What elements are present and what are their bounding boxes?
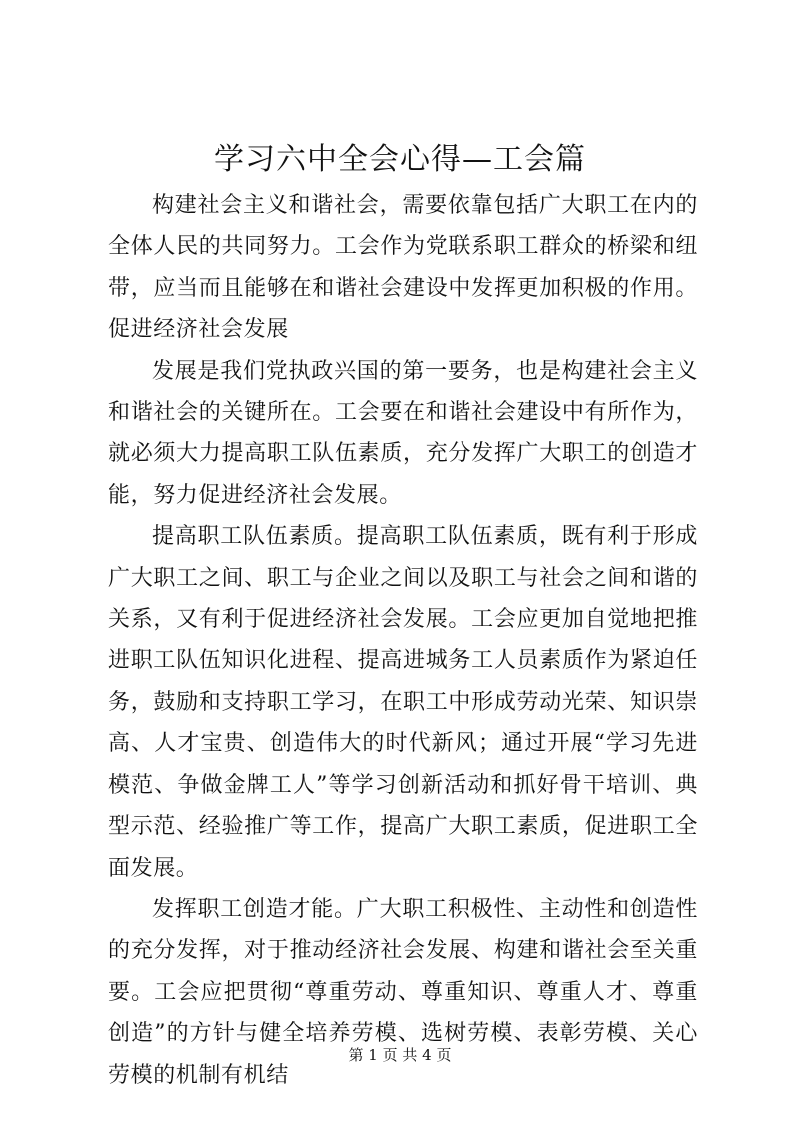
paragraph: 发展是我们党执政兴国的第一要务，也是构建社会主义和谐社会的关键所在。工会要在和谐社会建设中有所作为，就必须大力提高职工队伍素质，充分发挥广大职工的创造才能，努力促进经济社会发展。 xyxy=(108,358,698,508)
document-title: 学习六中全会心得—工会篇 xyxy=(214,142,586,177)
page-number-footer: 第 1 页 共 4 页 xyxy=(348,1046,452,1064)
paragraph: 发挥职工创造才能。广大职工积极性、主动性和创造性的充分发挥，对于推动经济社会发展、构建和谐社会至关重要。工会应把贯彻“尊重劳动、尊重知识、尊重人才、尊重创造”的方针与健全培养劳模、选树劳模、表彰劳模、关心劳模的机制有机结 xyxy=(108,896,698,1088)
paragraph: 提高职工队伍素质。提高职工队伍素质，既有利于形成广大职工之间、职工与企业之间以及职工与社会之间和谐的关系，又有利于促进经济社会发展。工会应更加自觉地把推进职工队伍知识化进程、提高进城务工人员素质作为紧迫任务，鼓励和支持职工学习，在职工中形成劳动光荣、知识崇高、人才宝贵、创造伟大的时代新风；通过开展“学习先进模范、争做金牌工人”等学习创新活动和抓好骨干培训、典型示范、经验推广等工作，提高广大职工素质，促进职工全面发展。 xyxy=(108,524,698,881)
paragraph: 构建社会主义和谐社会，需要依靠包括广大职工在内的全体人民的共同努力。工会作为党联系职工群众的桥梁和纽带，应当而且能够在和谐社会建设中发挥更加积极的作用。促进经济社会发展 xyxy=(108,193,698,343)
document-body xyxy=(108,185,698,1096)
